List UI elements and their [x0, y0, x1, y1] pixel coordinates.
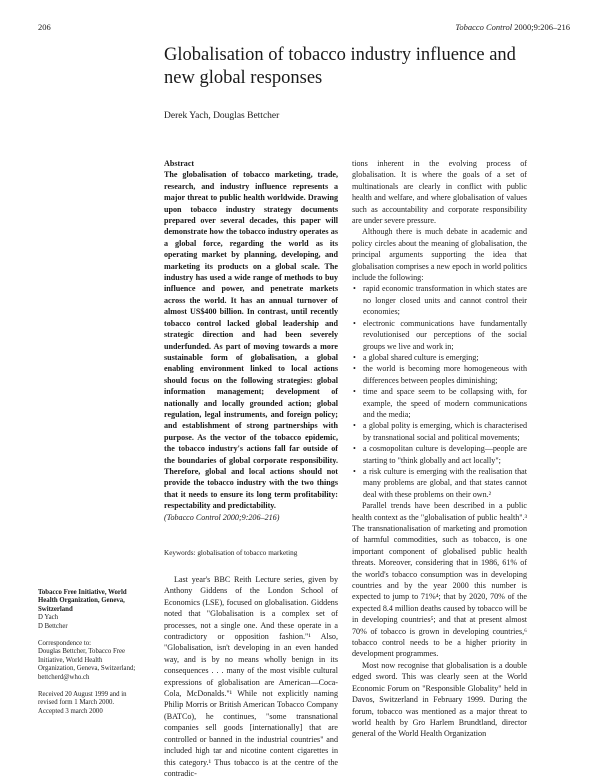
keywords: Keywords: globalisation of tobacco marketing [164, 549, 298, 557]
bullet-item: • a global polity is emerging, which is characterised by transnational social and political movements; [353, 421, 527, 442]
bullet-item: • a cosmopolitan culture is developing—people are starting to "think globally and act locally"; [353, 444, 527, 465]
bullet-item: • electronic communications have fundamentally revolutionised our perceptions of the social groups we live and work in; [353, 318, 527, 351]
body-paragraph: Last year's BBC Reith Lecture series, given by Anthony Giddens of the London School of Economics (LSE), focused on globalisation. Giddens noted that "Globalisation is a complex set of processes, not a single one. And these operate in a contradictory or opposition fashion."¹ Also, "Globalisation, isn't developing in an even handed way, and is by no means wholly benign in its consequences . . . many of the most visible cultural expressions of globalisation are American—Coca-Cola, McDonalds."¹ While not explicitly naming Philip Morris or British American Tobacco Company (BATCo), he continues, "some transnational companies sell goods [internationally] that are controlled or banned in the industrial countries" and included high tar and nicotine content cigarettes in this category.¹ Thus tobacco is at the centre of the contradic- [164, 575, 338, 778]
paper-title: Globalisation of tobacco industry influence and new global responses [164, 45, 516, 88]
correspondence-address: Douglas Bettcher, Tobacco Free Initiative, World Health Organization, Geneva, Switzerland; bettcherd@who.ch [38, 648, 136, 681]
journal-citation [455, 22, 570, 32]
journal-volume: 2000;9:206–216 [512, 22, 570, 32]
paper-authors: Derek Yach, Douglas Bettcher [164, 111, 280, 121]
abstract [164, 158, 338, 523]
bullet-icon: • [353, 421, 356, 431]
correspondence-label: Correspondence to: [38, 640, 92, 648]
bullet-icon: • [353, 318, 356, 328]
body-paragraph: Although there is much debate in academic and policy circles about the meaning of globalisation, the principal arguments supporting the idea that globalisation comprises a new epoch in world politics include the following: [352, 227, 527, 283]
bullet-list [352, 283, 527, 500]
bullet-icon: • [353, 444, 356, 454]
abstract-citation: (Tobacco Control 2000;9:206–216) [164, 512, 280, 522]
bullet-icon: • [353, 284, 356, 294]
bullet-icon: • [353, 466, 356, 476]
bullet-item: • a risk culture is emerging with the realisation that many problems are global, and that states cannot deal with these problems on their own.² [353, 466, 527, 499]
bullet-icon: • [353, 352, 356, 362]
bullet-icon: • [353, 364, 356, 374]
abstract-text: The globalisation of tobacco marketing, trade, research, and industry influence represents a major threat to public health worldwide. Drawing upon tobacco industry strategy documents prepared over several decades, this paper will demonstrate how the tobacco industry operates as a global force, regarding the world as its operating market by planning, developing, and marketing its products on a global scale. The industry has used a wide range of methods to buy influence and power, and penetrate markets across the world. It has an annual turnover of almost US$400 billion. In contrast, until recently tobacco control lacked global leadership and strategic direction and had been severely underfunded. As part of moving towards a more sustainable form of globalisation, a global enabling environment linked to local actions should focus on the following strategies: global information management; development of nationally and locally grounded action; global regulation, legal instruments, and foreign policy; and establishment of strong partnerships with purpose. As the vector of the tobacco epidemic, the tobacco industry's actions fall far outside of the boundaries of global corporate responsibility. Therefore, global and local actions should not provide the tobacco industry with the two things that it needs to ensure its long term profitability: respectability and predictability. [164, 170, 338, 511]
body-left-column [164, 574, 338, 779]
bullet-item: • time and space seem to be collapsing with, for example, the speed of modern communications and the media; [353, 387, 527, 419]
body-paragraph: tions inherent in the evolving process of globalisation. It is where the goals of a set of multinationals are clearly in conflict with public health and welfare, and where globalisation of values such as accountability and corporate responsibility are under severe pressure. [352, 159, 527, 226]
author-name: D Bettcher [38, 622, 68, 630]
affiliation: Tobacco Free Initiative, World Health Organization, Geneva, Switzerland [38, 589, 127, 613]
page-number: 206 [38, 22, 51, 32]
bullet-item: • the world is becoming more homogeneous with differences between peoples diminishing; [353, 364, 527, 385]
author-info-sidebar [38, 589, 138, 716]
author-name: D Yach [38, 614, 59, 622]
bullet-item: • a global shared culture is emerging; [353, 352, 479, 362]
received-dates: Received 20 August 1999 and in revised form 1 March 2000. Accepted 3 march 2000 [38, 691, 127, 715]
abstract-heading: Abstract [164, 159, 195, 168]
body-right-column [352, 158, 527, 740]
body-paragraph: Most now recognise that globalisation is a double edged sword. This was clearly seen at the World Economic Forum on "Responsible Globality" held in Davos, Switzerland in February 1999. During the forum, tobacco was mentioned as a major threat to world health by Gro Harlem Brundtland, director general of the World Health Organization [352, 660, 527, 739]
journal-name: Tobacco Control [455, 22, 513, 32]
body-paragraph: Parallel trends have been described in a public health context as the "globalisation of public health".³ The transnationalisation of marketing and promotion of harmful commodities, such as tobacco, is one important component of globalised public health threats. Moreover, considering that in 1986, 61% of the world's tobacco consumption was in developing countries and by the year 2000 this number is expected to jump to 71%⁴; that by 2020, 70% of the expected 8.4 million deaths caused by tobacco will be in developing countries⁵; and that at present almost 70% of tobacco is grown in developing countries,⁶ tobacco control needs to be a higher priority in development programmes. [352, 501, 527, 659]
bullet-item: • rapid economic transformation in which states are no longer closed units and cannot control their economies; [353, 284, 527, 317]
bullet-icon: • [353, 387, 356, 397]
